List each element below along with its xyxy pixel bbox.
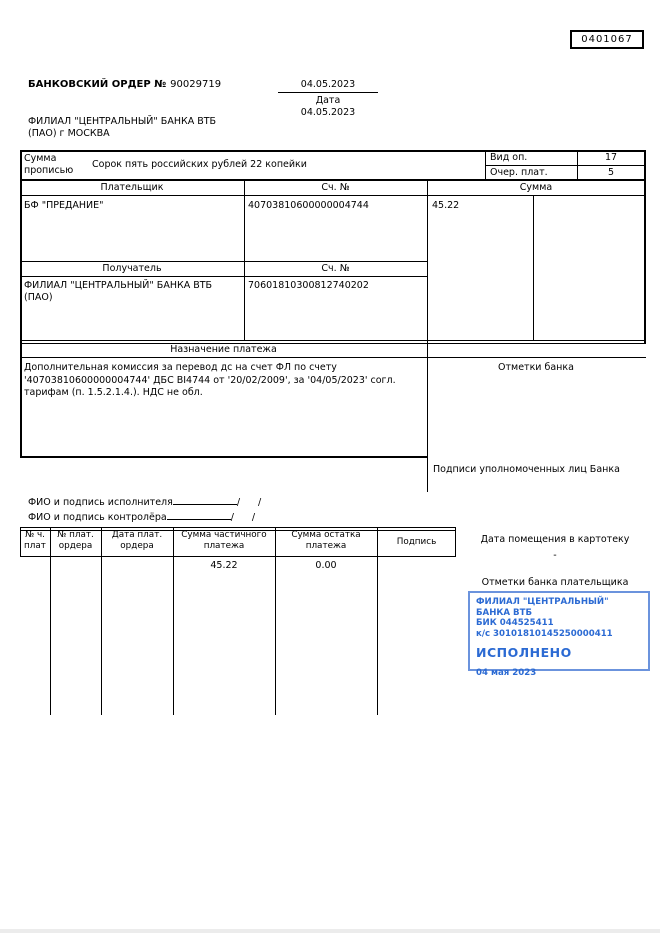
table-border-bottom-left <box>20 456 428 458</box>
purpose-text: Дополнительная комиссия за перевод дс на счет ФЛ по счету '40703810600000004744' ДБС BI4744 от '20/02/2009', за '04/05/2023' согл. тарифам (п. 1.5.2.1.4.). НДС не обл. <box>24 362 396 398</box>
slash-icon: / <box>258 497 262 508</box>
purpose-header: Назначение платежа <box>170 344 277 355</box>
table-divider-optype-left <box>485 150 486 180</box>
pp-col-part-number: № ч. плат <box>24 530 46 551</box>
card-file-date-value: - <box>553 550 557 561</box>
issuing-bank-name-line1: ФИЛИАЛ "ЦЕНТРАЛЬНЫЙ" БАНКА ВТБ <box>28 116 217 127</box>
pp-table-header-bottom <box>20 556 456 557</box>
issuing-bank-name-line2: (ПАО) г МОСКВА <box>28 127 110 139</box>
stamp-status: ИСПОЛНЕНО <box>476 645 572 660</box>
table-divider-sum-inner <box>533 195 534 340</box>
table-border-top <box>20 150 646 152</box>
table-border-header <box>20 195 646 196</box>
bank-stamp <box>468 591 650 678</box>
slash-icon: / <box>230 512 234 523</box>
slash-icon: / <box>251 512 256 523</box>
card-file-date-label: Дата помещения в картотеку <box>480 534 630 545</box>
payee-account: 70601810300812740202 <box>248 280 369 291</box>
payer-header: Плательщик <box>100 182 164 193</box>
pp-col-remainder-amount: Сумма остатка платежа <box>291 530 361 551</box>
pp-col-order-number: № плат. ордера <box>57 530 94 551</box>
date-value-bottom: 04.05.2023 <box>300 107 356 118</box>
pp-partial-amount-value: 45.22 <box>210 560 238 571</box>
stamp-bik: БИК 044525411 <box>476 618 554 628</box>
pp-table-divider5 <box>377 527 378 715</box>
payee-name: ФИЛИАЛ "ЦЕНТРАЛЬНЫЙ" БАНКА ВТБ (ПАО) <box>24 280 213 303</box>
stamp-date: 04 мая 2023 <box>476 667 537 678</box>
date-value-top: 04.05.2023 <box>300 79 356 90</box>
payer-bank-marks-label: Отметки банка плательщика <box>481 577 629 588</box>
payee-header: Получатель <box>102 263 162 274</box>
bank-marks-label: Отметки банка <box>498 362 574 373</box>
authorized-signatures-label: Подписи уполномоченных лиц Банка <box>433 464 620 475</box>
controller-signature-label: ФИО и подпись контролёра <box>28 512 167 523</box>
pp-col-order-date: Дата плат. ордера <box>111 530 163 551</box>
title-label: БАНКОВСКИЙ ОРДЕР № <box>28 79 167 90</box>
executor-signature-label: ФИО и подпись исполнителя <box>28 497 173 508</box>
op-type-value: 17 <box>604 152 618 163</box>
payer-account-header: Сч. № <box>321 182 350 193</box>
pp-table-right <box>455 527 456 557</box>
stamp-corr-account: к/с 30101810145250000411 <box>476 628 613 639</box>
document-title <box>28 79 221 91</box>
pp-remainder-amount-value: 0.00 <box>315 560 337 571</box>
order-number: 90029719 <box>170 79 222 90</box>
priority-label: Очер. плат. <box>490 167 548 178</box>
table-border-purpose-bottom <box>20 357 646 358</box>
executor-signature-line <box>173 494 237 505</box>
table-divider-account <box>244 179 245 340</box>
pp-table-top-double1 <box>20 527 456 528</box>
table-border-left <box>20 150 22 458</box>
table-border-optype <box>485 165 646 166</box>
payer-account: 40703810600000004744 <box>248 200 369 211</box>
table-border-payee-top <box>20 261 427 262</box>
table-divider-sum <box>427 179 428 492</box>
pp-table-divider1 <box>50 527 51 715</box>
priority-value: 5 <box>607 167 615 178</box>
page-bottom-edge <box>0 929 660 933</box>
date-underline <box>278 92 378 93</box>
controller-signature-row <box>28 509 255 524</box>
controller-signature-line <box>167 509 231 520</box>
payee-account-header: Сч. № <box>321 263 350 274</box>
payer-name: БФ "ПРЕДАНИЕ" <box>24 200 104 211</box>
issuing-bank-name <box>28 116 216 139</box>
sum-header: Сумма <box>519 182 553 193</box>
pp-col-signature: Подпись <box>396 537 437 547</box>
pp-table-divider3 <box>173 527 174 715</box>
amount-in-words-value: Сорок пять российских рублей 22 копейки <box>92 159 307 170</box>
table-border-purpose-double1 <box>20 340 646 341</box>
table-border-payee-bottom <box>20 276 427 277</box>
date-label: Дата <box>315 95 341 106</box>
executor-signature-row <box>28 494 261 509</box>
form-code-box <box>570 30 644 49</box>
stamp-bank-name: ФИЛИАЛ "ЦЕНТРАЛЬНЫЙ" БАНКА ВТБ <box>476 597 609 618</box>
form-code: 0401067 <box>581 34 633 45</box>
pp-table-divider2 <box>101 527 102 715</box>
payment-amount: 45.22 <box>432 200 460 211</box>
table-border-row1 <box>20 179 646 181</box>
op-type-label: Вид оп. <box>490 152 528 163</box>
pp-col-partial-amount: Сумма частичного платежа <box>181 530 267 551</box>
pp-table-divider4 <box>275 527 276 715</box>
slash-icon: / <box>236 497 241 508</box>
amount-in-words-label: Сумма прописью <box>24 153 74 176</box>
